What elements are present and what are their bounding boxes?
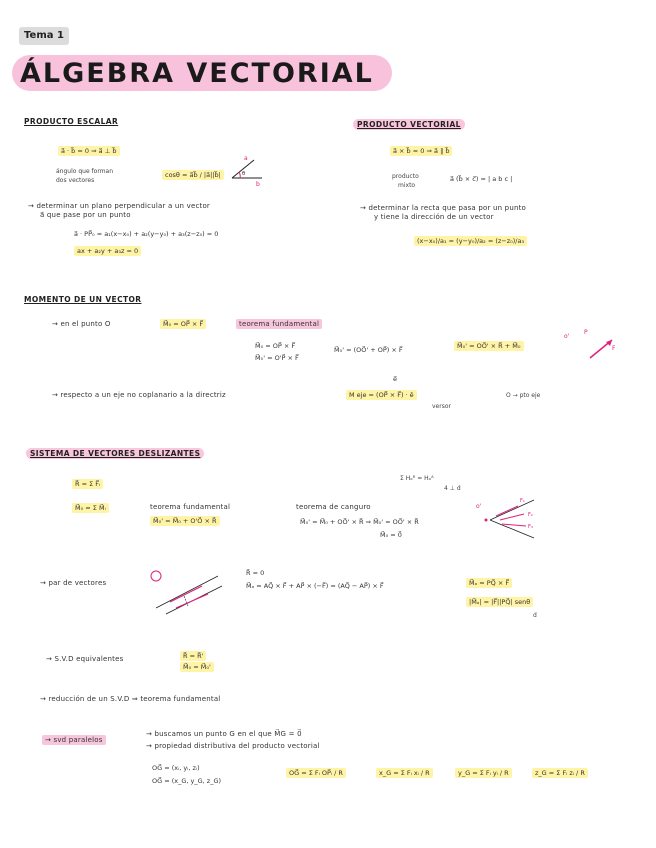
line-note-2: y tiene la dirección de un vector (374, 213, 494, 221)
cos-formula: cosθ = a⃗b⃗ / |a⃗||b⃗| (162, 170, 224, 180)
sistema-r-sum: R⃗ = Σ F⃗ᵢ (72, 479, 103, 489)
svg-text:F₃: F₃ (528, 524, 533, 530)
plane-note-2: a⃗ que pase por un punto (40, 211, 131, 219)
line-equation: (x−x₀)/a₁ = (y−y₀)/a₂ = (z−z₀)/a₃ (414, 236, 527, 246)
par-m1: M⃗ₐ = PQ⃗ × F⃗ (466, 578, 512, 588)
canguro-eq: M⃗₀' = M⃗₀ + OO⃗' × R⃗ ⇒ M⃗₀' = OO⃗' × R⃗ (300, 518, 419, 526)
section-title-momento: MOMENTO DE UN VECTOR (24, 295, 142, 304)
canguro-eq2: M⃗₀ = 0⃗ (380, 531, 402, 539)
eje-note: → respecto a un eje no coplanario a la directriz (52, 391, 226, 399)
og-formula: OG⃗ = Σ Fᵢ OP⃗ᵢ / R (286, 768, 346, 778)
plane-equation-2: ax + a₂y + a₃z = 0 (74, 246, 141, 256)
plane-note-1: → determinar un plano perpendicular a un vector (28, 202, 211, 210)
angle-note-2: dos vectores (56, 177, 95, 184)
sistema-diagram-icon (476, 494, 546, 544)
momento-mo-2: M⃗₀' = O'P⃗ × F⃗ (255, 354, 299, 362)
tema-tag: Tema 1 (19, 27, 69, 45)
og-2: OG⃗ = (x_G, y_G, z_G) (152, 777, 222, 785)
par-r: R⃗ = 0 (246, 569, 265, 577)
mixto-note-1: producto (392, 173, 419, 180)
sistema-teorema-label: teorema fundamental (150, 503, 231, 511)
momento-mo-result: M⃗₀' = OO⃗' × R⃗ + M⃗₀ (454, 341, 524, 351)
sistema-teorema-eq: M⃗₀' = M⃗₀ + O'O⃗ × R⃗ (150, 516, 220, 526)
reduccion-label: → reducción de un S.V.D ⇒ teorema fundamental (40, 695, 221, 703)
par-eq: M⃗ₐ = AQ⃗ × F⃗ + AP⃗ × (−F⃗) = (AQ⃗ − AP⃗) × F⃗ (246, 582, 384, 590)
line-note-1: → determinar la recta que pasa por un punto (360, 204, 527, 212)
versor-label: versor (432, 403, 451, 410)
equiv-eq1: R⃗ = R⃗' (180, 651, 206, 661)
svg-text:a: a (244, 155, 248, 162)
svg-text:θ: θ (242, 171, 246, 177)
corner-note-2: 4 ⊥ d (444, 485, 461, 492)
equiv-label: → S.V.D equivalentes (46, 655, 124, 663)
momento-mo-1: M⃗₀ = OP⃗ × F⃗ (255, 342, 296, 350)
eje-formula: M eje = (OP⃗ × F⃗) · ê (346, 390, 417, 400)
page-title: ÁLGEBRA VECTORIAL (12, 55, 392, 91)
sistema-m-sum: M⃗₀ = Σ M⃗ᵢ (72, 503, 109, 513)
momento-punto-note: → en el punto O (52, 320, 111, 328)
momento-arrow-icon (562, 326, 622, 366)
escalar-eq1: a⃗ · b⃗ = 0 ⇒ a⃗ ⊥ b⃗ (58, 146, 120, 156)
paralelos-note-2: → propiedad distributiva del producto vectorial (146, 742, 320, 750)
par-m2: |M⃗ₐ| = |F⃗||PQ⃗| senθ (466, 597, 533, 607)
angle-note-1: ángulo que forman (56, 168, 114, 175)
mixto-formula: a⃗ (b⃗ × c⃗) = | a b c | (450, 175, 513, 183)
momento-teorema-label: teorema fundamental (236, 319, 322, 329)
svg-text:o': o' (476, 503, 482, 510)
corner-note-1: Σ Hₒᴿ = Hₒᴬ (400, 475, 434, 482)
angle-diagram-icon (228, 156, 268, 188)
vectorial-eq1: a⃗ × b⃗ = 0 ⇒ a⃗ ∥ b⃗ (390, 146, 452, 156)
plane-equation: a⃗ · PP⃗₀ = a₁(x−x₀) + a₂(y−y₀) + a₃(z−z₀) = 0 (74, 230, 219, 238)
svg-text:o': o' (564, 333, 570, 340)
mixto-note-2: mixto (398, 182, 416, 189)
paralelos-label: → svd paralelos (42, 735, 106, 745)
section-title-producto-vectorial: PRODUCTO VECTORIAL (353, 119, 465, 130)
equiv-eq2: M⃗₀ = M⃗₀' (180, 662, 214, 672)
svg-text:b: b (256, 181, 260, 188)
eje-top-label: e⃗ (393, 375, 397, 383)
pto-note: O → pto eje (506, 392, 541, 399)
og-1: OG⃗ = (xᵢ, yᵢ, zᵢ) (152, 764, 200, 772)
momento-punto-eq: M⃗₀ = OP⃗ × F⃗ (160, 319, 206, 329)
zg-formula: z_G = Σ Fᵢ zᵢ / R (532, 768, 588, 778)
section-title-producto-escalar: PRODUCTO ESCALAR (24, 117, 119, 126)
paralelos-note-1: → buscamos un punto G en el que M⃗G = 0⃗ (146, 730, 302, 738)
par-diagram-icon (146, 566, 226, 616)
par-d: d (533, 612, 537, 619)
section-title-sistema: SISTEMA DE VECTORES DESLIZANTES (26, 448, 204, 459)
momento-mo-sum: M⃗₀' = (OO⃗' + OP⃗) × F⃗ (334, 346, 403, 354)
svg-text:F₂: F₂ (528, 512, 533, 518)
xg-formula: x_G = Σ Fᵢ xᵢ / R (376, 768, 433, 778)
svg-text:F₁: F₁ (520, 498, 525, 504)
svg-text:P: P (584, 329, 588, 336)
par-label: → par de vectores (40, 579, 107, 587)
yg-formula: y_G = Σ Fᵢ yᵢ / R (455, 768, 512, 778)
canguro-label: teorema de canguro (296, 503, 371, 511)
svg-text:F: F (612, 345, 616, 352)
